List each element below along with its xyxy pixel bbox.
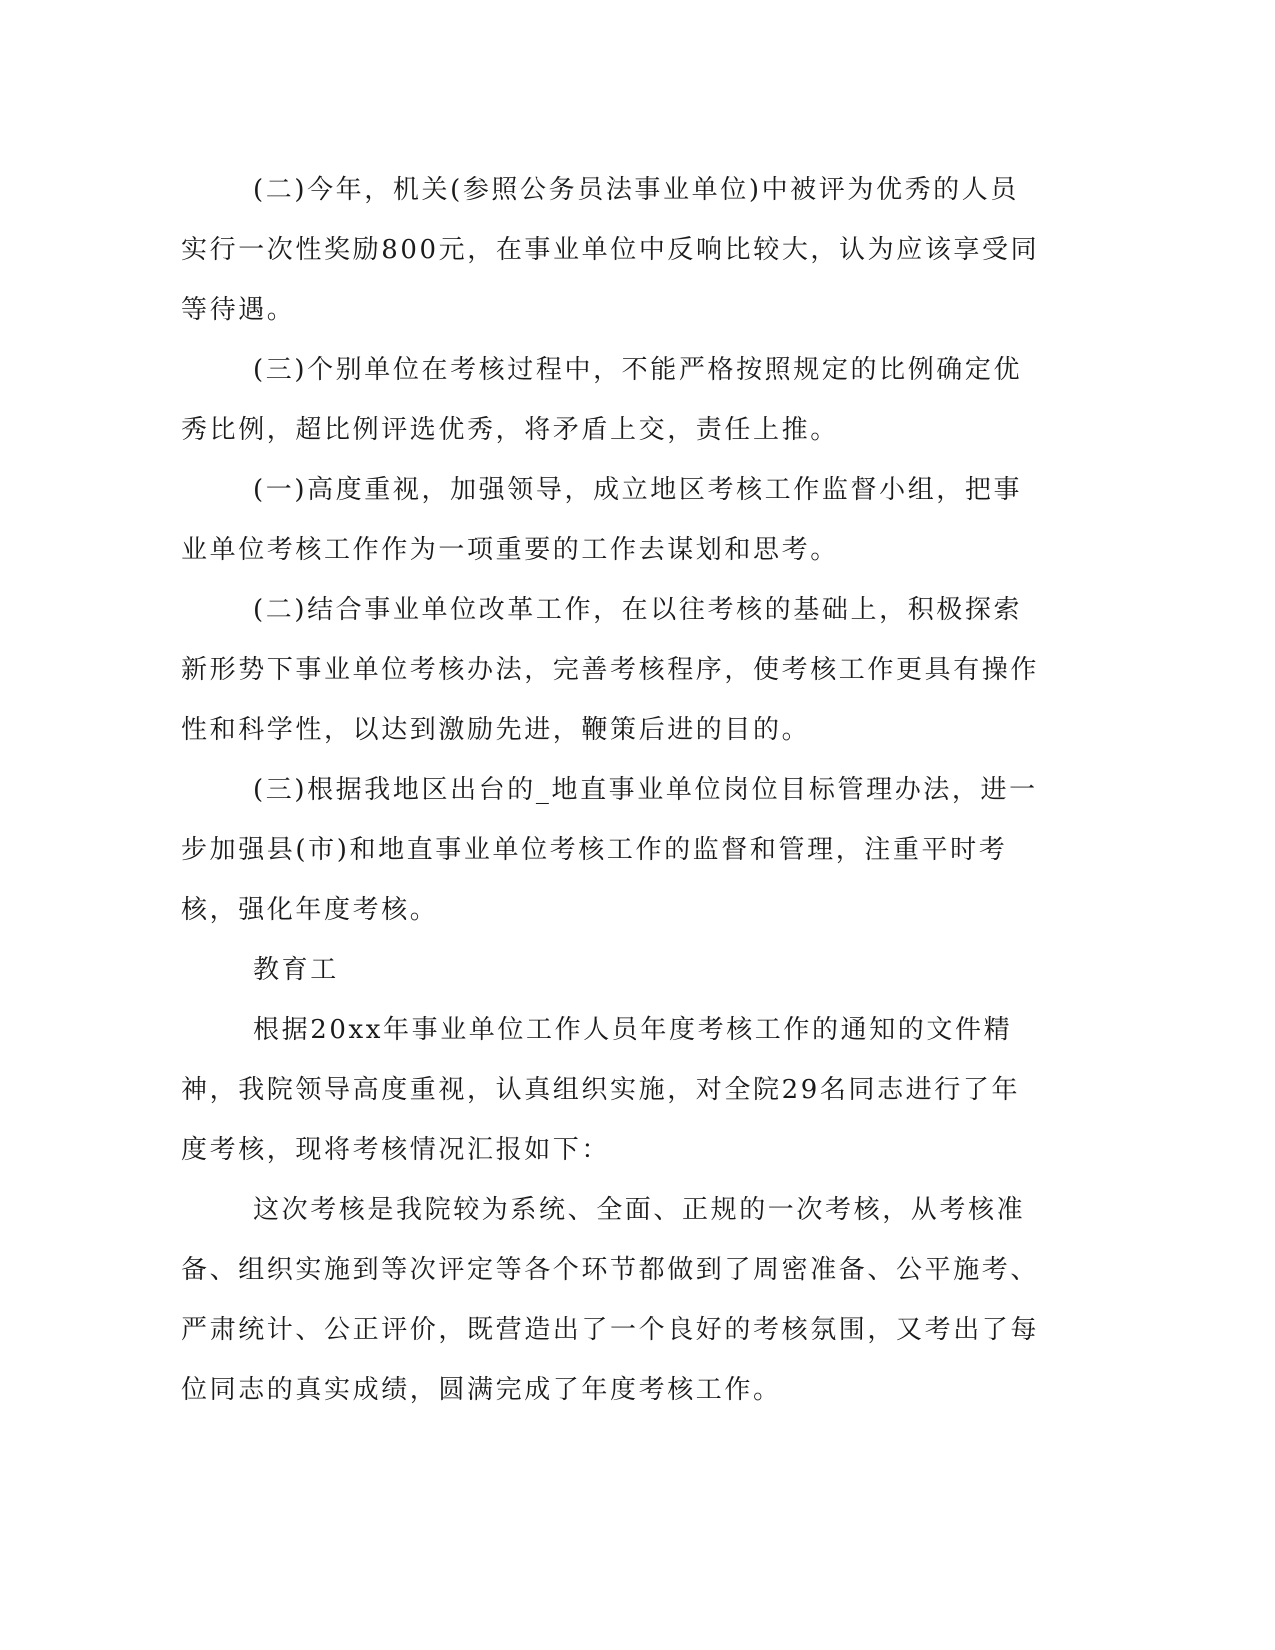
section-heading: 教育工 <box>253 955 339 985</box>
paragraph-6: 根据20xx年事业单位工作人员年度考核工作的通知的文件精神，我院领导高度重视，认真组织实施，对全院29名同志进行了年度考核，现将考核情况汇报如下： <box>181 1015 1021 1165</box>
paragraph-7: 这次考核是我院较为系统、全面、正规的一次考核，从考核准备、组织实施到等次评定等各个环节都做到了周密准备、公平施考、严肃统计、公正评价，既营造出了一个良好的考核氛围，又考出了每位同志的真实成绩，圆满完成了年度考核工作。 <box>181 1195 1040 1405</box>
paragraph-3: (一)高度重视，加强领导，成立地区考核工作监督小组，把事业单位考核工作作为一项重要的工作去谋划和思考。 <box>181 475 1023 565</box>
paragraph-1: (二)今年，机关(参照公务员法事业单位)中被评为优秀的人员实行一次性奖励800元，在事业单位中反响比较大，认为应该享受同等待遇。 <box>181 175 1040 325</box>
document-body <box>181 160 1041 1420</box>
paragraph-2: (三)个别单位在考核过程中，不能严格按照规定的比例确定优秀比例，超比例评选优秀，将矛盾上交，责任上推。 <box>181 355 1023 445</box>
paragraph-5: (三)根据我地区出台的_地直事业单位岗位目标管理办法，进一步加强县(市)和地直事业单位考核工作的监督和管理，注重平时考核，强化年度考核。 <box>181 775 1038 925</box>
paragraph-4: (二)结合事业单位改革工作，在以往考核的基础上，积极探索新形势下事业单位考核办法，完善考核程序，使考核工作更具有操作性和科学性，以达到激励先进，鞭策后进的目的。 <box>181 595 1040 745</box>
